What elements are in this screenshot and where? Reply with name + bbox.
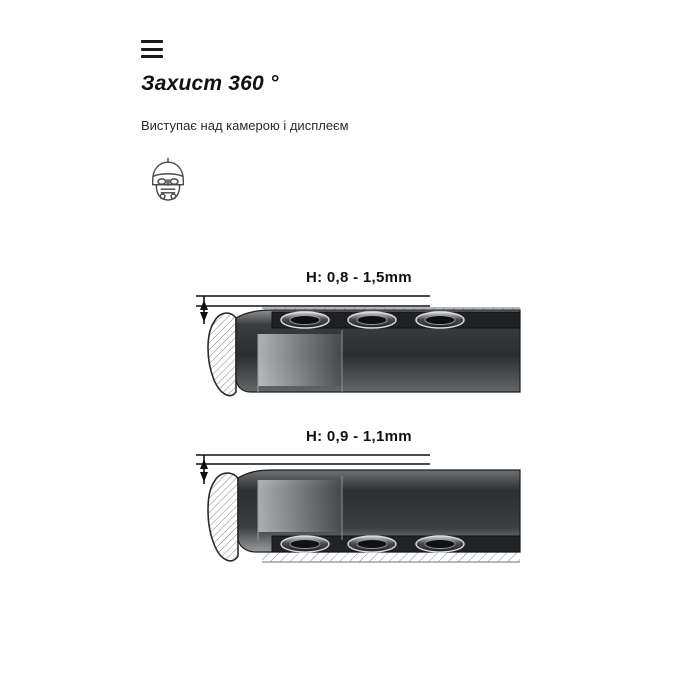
hamburger-bar-2 [141, 48, 163, 51]
hamburger-menu-icon[interactable] [141, 40, 163, 58]
figure-camera-bump [196, 296, 520, 396]
page-subtitle: Виступає над камерою і дисплеєм [141, 118, 349, 133]
hamburger-bar-1 [141, 40, 163, 43]
figure-display-edge [196, 455, 520, 562]
dimension-label-display: H: 0,9 - 1,1mm [306, 428, 412, 445]
armor-helmet-icon [141, 155, 195, 209]
page-title: Захист 360 ° [141, 72, 279, 95]
hamburger-bar-3 [141, 55, 163, 58]
dimension-label-camera: H: 0,8 - 1,5mm [306, 269, 412, 286]
